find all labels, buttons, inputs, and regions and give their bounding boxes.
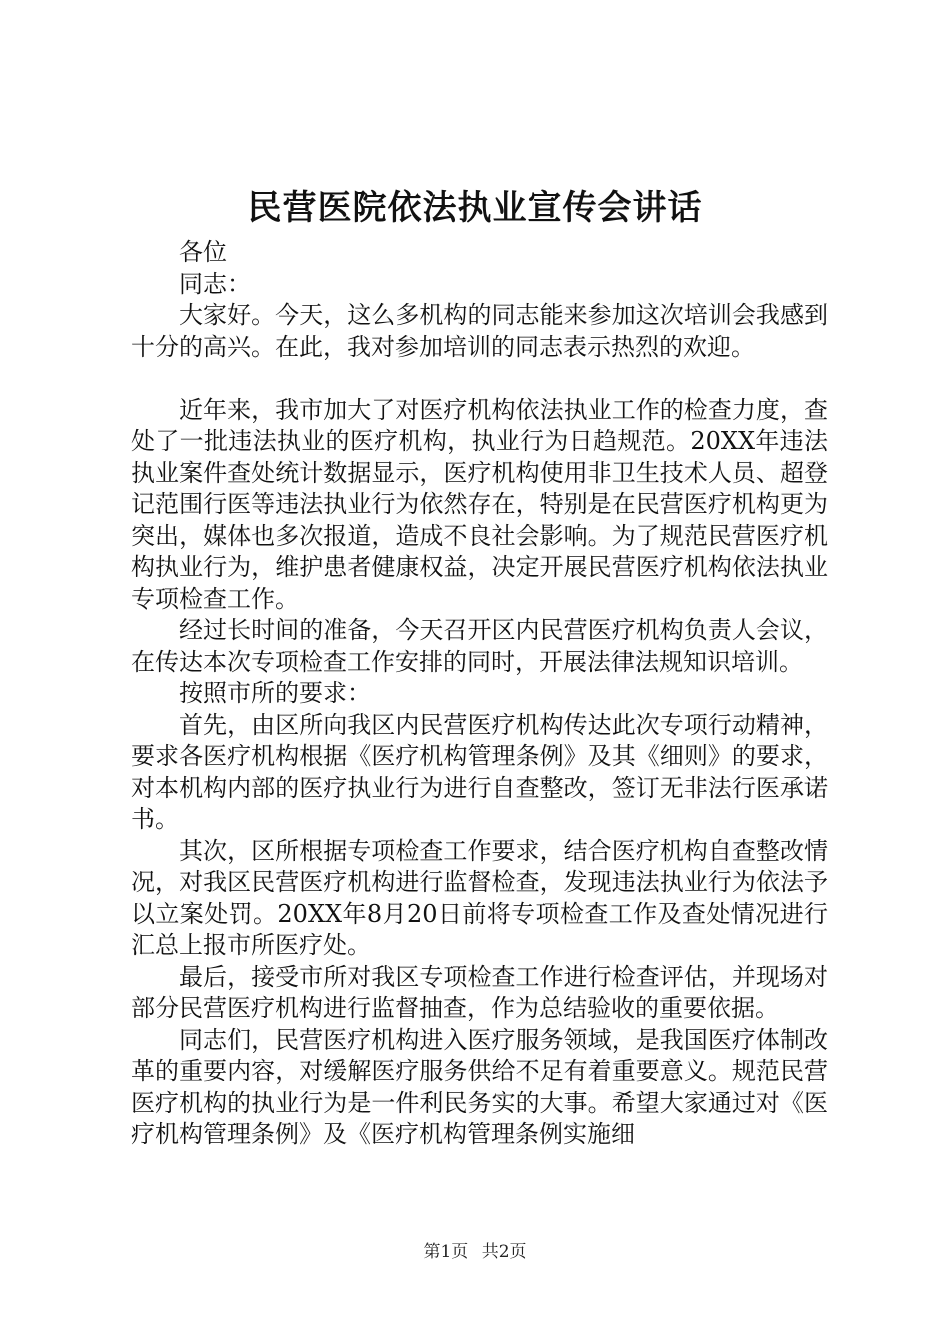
document-title: 民营医院依法执业宣传会讲话 — [247, 188, 703, 228]
salutation-line-2: 同志： — [179, 269, 251, 298]
paragraph-closing: 同志们，民营医疗机构进入医疗服务领域，是我国医疗体制改革的重要内容，对缓解医疗服务供给不足有着重要意义。规范民营医疗机构的执业行为是一件利民务实的大事。希望大家通过对《医疗机构管理条例》及《医疗机构管理条例实施细 — [131, 1025, 828, 1148]
paragraph-first: 首先，由区所向我区内民营医疗机构传达此次专项行动精神，要求各医疗机构根据《医疗机构管理条例》及其《细则》的要求，对本机构内部的医疗执业行为进行自查整改，签订无非法行医承诺书。 — [131, 710, 828, 833]
paragraph-spacer — [131, 363, 828, 395]
total-pages: 共2页 — [481, 1242, 527, 1262]
salutation-line-1: 各位 — [179, 238, 227, 266]
paragraph-background: 近年来，我市加大了对医疗机构依法执业工作的检查力度，查处了一批违法执业的医疗机构，执业行为日趋规范。20XX年违法执业案件查处统计数据显示，医疗机构使用非卫生技术人员、超登记范围行医等违法执业行为依然存在，特别是在民营医疗机构更为突出，媒体也多次报道，造成不良社会影响。为了规范民营医疗机构执业行为，维护患者健康权益，决定开展民营医疗机构依法执业专项检查工作。 — [131, 395, 828, 613]
paragraph-requirements-intro: 按照市所的要求： — [179, 679, 371, 707]
paragraph-second: 其次，区所根据专项检查工作要求，结合医疗机构自查整改情况，对我区民营医疗机构进行监督检查，发现违法执业行为依法予以立案处罚。20XX年8月20日前将专项检查工作及查处情况进行汇总上报市所医疗处。 — [131, 836, 828, 959]
page-footer — [0, 1240, 950, 1264]
page-number: 第1页 — [423, 1242, 469, 1262]
document-body — [131, 237, 828, 1151]
paragraph-greeting: 大家好。今天，这么多机构的同志能来参加这次培训会我感到十分的高兴。在此，我对参加培训的同志表示热烈的欢迎。 — [131, 301, 828, 361]
paragraph-meeting: 经过长时间的准备，今天召开区内民营医疗机构负责人会议，在传达本次专项检查工作安排的同时，开展法律法规知识培训。 — [131, 616, 828, 676]
paragraph-last: 最后，接受市所对我区专项检查工作进行检查评估，并现场对部分民营医疗机构进行监督抽查，作为总结验收的重要依据。 — [131, 962, 828, 1022]
